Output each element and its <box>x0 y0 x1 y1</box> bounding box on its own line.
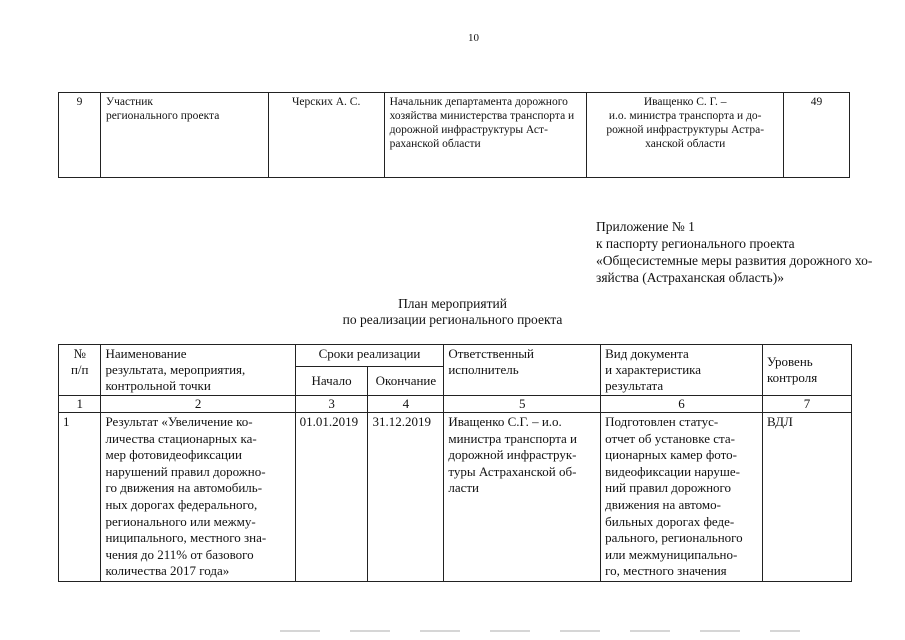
participant-supervisor: Иващенко С. Г. – и.о. министра транспорта и до-рожной инфраструктуры Астра-ханской области <box>587 93 784 178</box>
column-number: 3 <box>295 396 368 413</box>
participant-value: 49 <box>784 93 850 178</box>
responsible-person: Иващенко С.Г. – и.о. министра транспорта и дорожной инфраструк- туры Астраханской об- ласти <box>444 413 601 582</box>
participants-table <box>58 92 850 178</box>
page-number: 10 <box>468 32 479 44</box>
header-end: Окончание <box>368 367 444 396</box>
appendix-line: к паспорту регионального проекта <box>596 236 795 251</box>
document-type: Подготовлен статус- отчет об установке ста- ционарных камер фото- видеофиксации наруше- ний правил дорожного движения на автомо- бильных дорогах феде- рального, регионального или межмуниципально- го, местного значения <box>601 413 763 582</box>
appendix-note <box>596 218 896 286</box>
row-number: 1 <box>59 413 101 582</box>
header-doc: Вид документа и характеристика результата <box>601 345 763 396</box>
column-number: 6 <box>601 396 763 413</box>
header-responsible: Ответственный исполнитель <box>444 345 601 396</box>
column-number: 4 <box>368 396 444 413</box>
header-name: Наименование результата, мероприятия, контрольной точки <box>101 345 295 396</box>
appendix-line: «Общесистемные меры развития дорожного хо- <box>596 253 873 268</box>
scan-artifact <box>280 630 800 632</box>
header-dates: Сроки реализации <box>295 345 444 367</box>
column-number: 5 <box>444 396 601 413</box>
participant-position: Начальник департамента дорожного хозяйства министерства транспорта и дорожной инфраструктуры Аст-раханской области <box>384 93 587 178</box>
column-number: 1 <box>59 396 101 413</box>
header-start: Начало <box>295 367 368 396</box>
start-date: 01.01.2019 <box>295 413 368 582</box>
row-number: 9 <box>59 93 101 178</box>
end-date: 31.12.2019 <box>368 413 444 582</box>
header-num: № п/п <box>59 345 101 396</box>
plan-table <box>58 344 852 582</box>
header-row <box>59 345 852 367</box>
plan-title-line: по реализации регионального проекта <box>342 312 563 327</box>
column-number: 2 <box>101 396 295 413</box>
plan-title <box>0 296 905 328</box>
table-row <box>59 413 852 582</box>
appendix-line: зяйства (Астраханская область)» <box>596 270 784 285</box>
appendix-line: Приложение № 1 <box>596 219 695 234</box>
participant-role: Участник регионального проекта <box>100 93 268 178</box>
result-name: Результат «Увеличение ко- личества стационарных ка- мер фотовидеофиксации нарушений правил дорожно- го движения на автомобиль- ных дорогах федерального, регионального или межму- ниципального, местного зна- чения до 211% от базового количества 2017 года» <box>101 413 295 582</box>
header-level: Уровень контроля <box>762 345 851 396</box>
plan-title-line: План мероприятий <box>398 296 507 311</box>
control-level: ВДЛ <box>762 413 851 582</box>
column-number: 7 <box>762 396 851 413</box>
participant-name: Черских А. С. <box>268 93 384 178</box>
table-row <box>59 93 850 178</box>
column-number-row <box>59 396 852 413</box>
